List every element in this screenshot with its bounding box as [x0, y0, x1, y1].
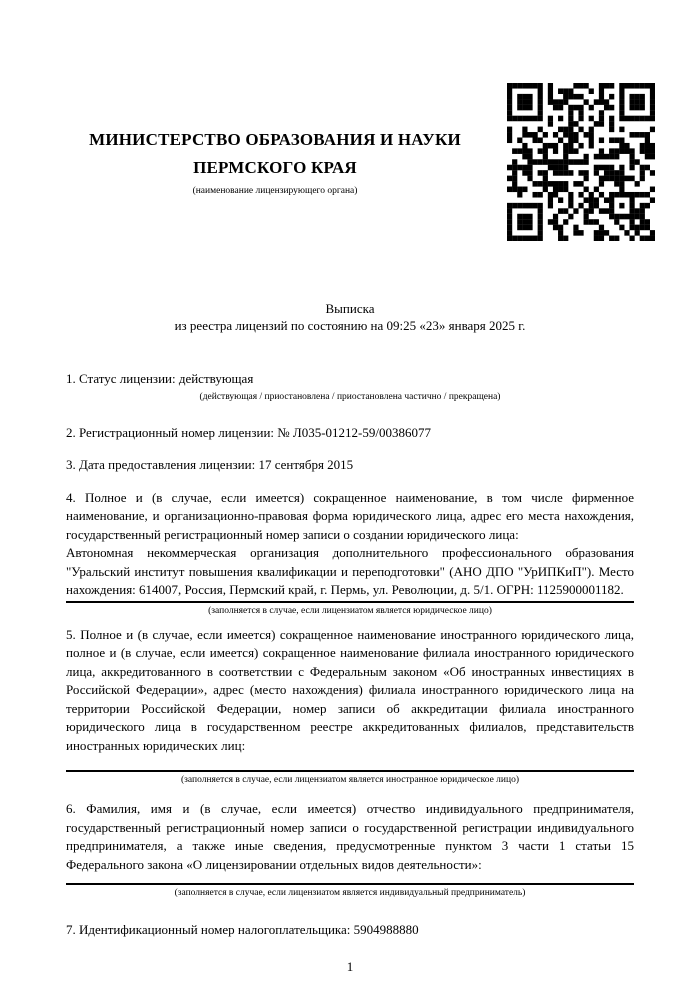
- legal-entity-label: 4. Полное и (в случае, если имеется) сокращенное наименование, в том числе фирменное наименование, и организационно-правовая форма юридического лица, адрес его места нахождения, государственный регистрационный номер записи о создании юридического лица:: [66, 489, 634, 542]
- document-title-line2: из реестра лицензий по состоянию на 09:25 «23» января 2025 г.: [174, 318, 526, 333]
- legal-entity-value: Автономная некоммерческая организация дополнительного профессионального образования "Уральский институт повышения квалификации и переподготовки" (АНО ДПО "УрИПКиП"). Место нахождения: 614007, Россия, Пермский край, г. Пермь, ул. Революции, д. 5/1. ОГРН: 1125900001182.: [66, 545, 634, 597]
- item-license-grant-date: 3. Дата предоставления лицензии: 17 сентября 2015: [66, 457, 354, 472]
- authority-name-line2: ПЕРМСКОГО КРАЯ: [193, 158, 357, 177]
- document-title-line1: Выписка: [325, 301, 375, 316]
- foreign-entity-label: 5. Полное и (в случае, если имеется) сокращенное наименование иностранного юридического лица, полное и (в случае, если имеется) сокращенное наименование филиала иностранного юридического лица, аккредитованного в соответствии с Федеральным законом «Об иностранных инвестициях в Российской Федерации», адрес (место нахождения) филиала иностранного юридического лица на территории Российской Федерации, номер записи об аккредитации филиала иностранного юридического лица в государственном реестре аккредитованных филиалов, представительств иностранных юридических лиц:: [66, 626, 634, 753]
- item-foreign-entity: [66, 626, 634, 787]
- foreign-entity-blank-field: [66, 755, 634, 772]
- item-taxpayer-number: 7. Идентификационный номер налогоплательщика: 5904988880: [66, 922, 419, 937]
- entrepreneur-caption: (заполняется в случае, если лицензиатом является индивидуальный предприниматель): [174, 888, 526, 898]
- item-individual-entrepreneur: [66, 800, 634, 899]
- item-license-status: [66, 370, 634, 403]
- qr-code: [507, 83, 655, 241]
- authority-name-line1: МИНИСТЕРСТВО ОБРАЗОВАНИЯ И НАУКИ: [89, 130, 461, 149]
- foreign-entity-caption: (заполняется в случае, если лицензиатом является иностранное юридическое лицо): [181, 775, 519, 785]
- legal-entity-caption: (заполняется в случае, если лицензиатом является юридическое лицо): [208, 605, 492, 616]
- document-body: [66, 300, 634, 976]
- license-status-text: 1. Статус лицензии: действующая: [66, 371, 254, 386]
- item-registration-number: 2. Регистрационный номер лицензии: № Л035-01212-59/00386077: [66, 424, 432, 440]
- licensing-authority-header: [60, 126, 490, 197]
- page-number: 1: [346, 958, 354, 974]
- authority-caption: (наименование лицензирующего органа): [192, 186, 358, 196]
- legal-entity-underline: [66, 601, 634, 603]
- item-legal-entity: [66, 489, 634, 617]
- entrepreneur-label: 6. Фамилия, имя и (в случае, если имеется) отчество индивидуального предпринимателя, государственный регистрационный номер записи о государственной регистрации индивидуального предпринимателя, а также иные сведения, предусмотренные пунктом 3 части 1 статьи 15 Федерального закона «О лицензировании отдельных видов деятельности»:: [66, 801, 634, 872]
- authority-name: [60, 126, 490, 182]
- entrepreneur-blank-field: [66, 874, 634, 885]
- document-title: [66, 300, 634, 334]
- license-status-caption: (действующая / приостановлена / приостановлена частично / прекращена): [199, 391, 501, 402]
